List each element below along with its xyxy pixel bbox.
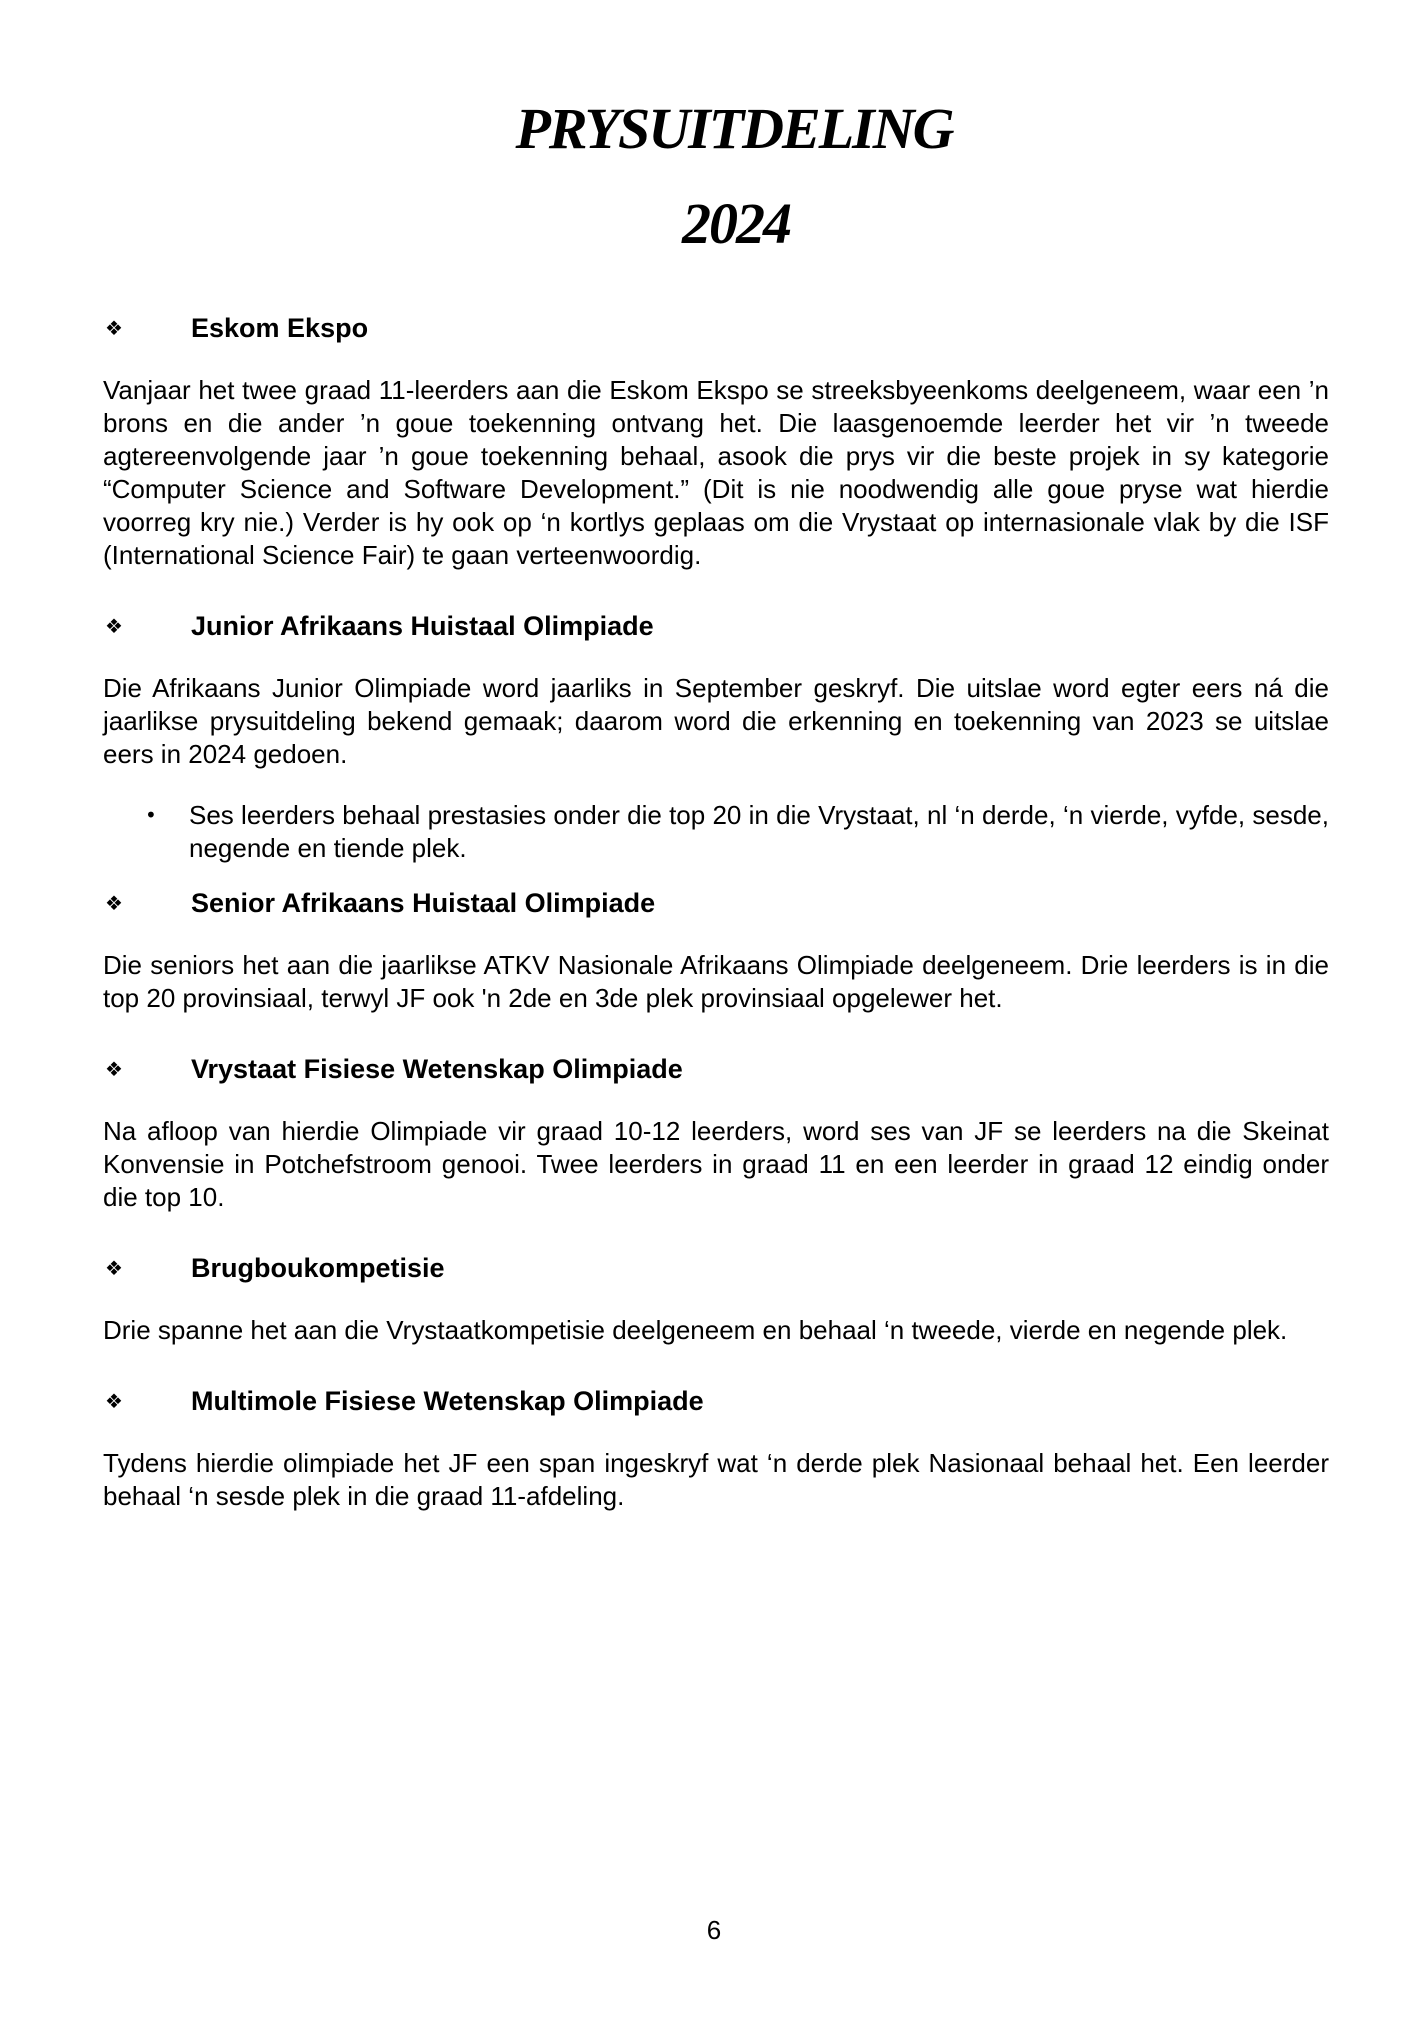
section-multimole-fisiese (103, 1381, 1329, 1513)
diamond-cluster-icon: ❖ (105, 1389, 123, 1413)
section-heading (103, 883, 1329, 923)
section-heading-text: Vrystaat Fisiese Wetenskap Olimpiade (191, 1053, 683, 1084)
section-heading (103, 606, 1329, 646)
section-heading-text: Senior Afrikaans Huistaal Olimpiade (191, 887, 656, 918)
section-heading-text: Brugboukompetisie (191, 1252, 445, 1283)
section-paragraph: Drie spanne het aan die Vrystaatkompetisie deelgeneem en behaal ‘n tweede, vierde en negende plek. (103, 1315, 1288, 1345)
diamond-cluster-icon: ❖ (105, 614, 123, 638)
diamond-cluster-icon: ❖ (105, 891, 123, 915)
section-heading (103, 308, 1329, 348)
section-heading-text: Junior Afrikaans Huistaal Olimpiade (191, 610, 654, 641)
diamond-cluster-icon: ❖ (105, 1256, 123, 1280)
section-heading (103, 1381, 1329, 1421)
page-title: PRYSUITDELING (515, 96, 953, 161)
section-paragraph: Tydens hierdie olimpiade het JF een span ingeskryf wat ‘n derde plek Nasionaal behaal het. Een leerder behaal ‘n sesde plek in die graad 11-afdeling. (103, 1448, 1329, 1511)
section-paragraph: Na afloop van hierdie Olimpiade vir graad 10-12 leerders, word ses van JF se leerders na die Skeinat Konvensie in Potchefstroom genooi. Twee leerders in graad 11 en een leerder in graad 12 eindig onder die top 10. (103, 1116, 1329, 1212)
bullet-list (103, 799, 1329, 865)
section-junior-afrikaans (103, 606, 1329, 865)
diamond-cluster-icon: ❖ (105, 316, 123, 340)
page-title-year: 2024 (682, 191, 790, 256)
document-body (103, 308, 1329, 1547)
section-heading-text: Eskom Ekspo (191, 312, 369, 343)
section-paragraph: Die seniors het aan die jaarlikse ATKV Nasionale Afrikaans Olimpiade deelgeneem. Drie leerders is in die top 20 provinsiaal, terwyl JF ook 'n 2de en 3de plek provinsiaal opgelewer het. (103, 950, 1329, 1013)
section-paragraph: Vanjaar het twee graad 11-leerders aan die Eskom Ekspo se streeksbyeenkoms deelgeneem, waar een ’n brons en die ander ’n goue toekenning ontvang het. Die laasgenoemde leerder het vir ’n tweede agtereenvolgende jaar ’n goue toekenning behaal, asook die prys vir die beste projek in sy kategorie “Computer Science and Software Development.” (Dit is nie noodwendig alle goue pryse wat hierdie voorreg kry nie.) Verder is hy ook op ‘n kortlys geplaas om die Vrystaat op internasionale vlak by die ISF (International Science Fair) te gaan verteenwoordig. (103, 375, 1329, 570)
section-eskom-ekspo (103, 308, 1329, 572)
section-heading-text: Multimole Fisiese Wetenskap Olimpiade (191, 1385, 704, 1416)
section-heading (103, 1049, 1329, 1089)
page-number: 6 (706, 1915, 722, 1945)
list-item (103, 799, 1329, 865)
bullet-icon: • (145, 803, 157, 827)
section-vrystaat-fisiese (103, 1049, 1329, 1214)
section-brugboukompetisie (103, 1248, 1329, 1347)
section-senior-afrikaans (103, 883, 1329, 1015)
diamond-cluster-icon: ❖ (105, 1057, 123, 1081)
section-heading (103, 1248, 1329, 1288)
list-item-text: Ses leerders behaal prestasies onder die top 20 in die Vrystaat, nl ‘n derde, ‘n vierde, vyfde, sesde, negende en tiende plek. (189, 800, 1329, 863)
section-paragraph: Die Afrikaans Junior Olimpiade word jaarliks in September geskryf. Die uitslae word egter eers ná die jaarlikse prysuitdeling bekend gemaak; daarom word die erkenning en toekenning van 2023 se uitslae eers in 2024 gedoen. (103, 673, 1329, 769)
